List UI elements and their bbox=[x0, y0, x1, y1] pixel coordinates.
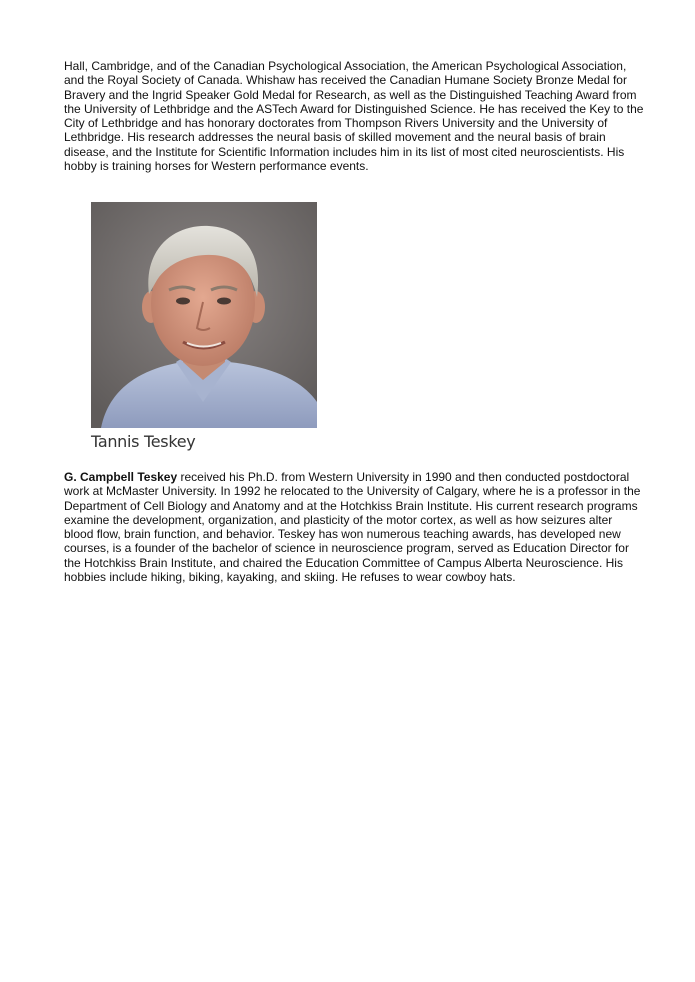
portrait-photo bbox=[91, 202, 317, 428]
bio-paragraph-whishaw: Hall, Cambridge, and of the Canadian Psychological Association, the American Psychological Association, and the Royal Society of Canada. Whishaw has received the Canadian Humane Society Bronze Medal for Bravery and the Ingrid Speaker Gold Medal for Research, as well as the Distinguished Teaching Award from the University of Lethbridge and the ASTech Award for Distinguished Science. He has received the Key to the City of Lethbridge and has honorary doctorates from Thompson Rivers University and the University of Lethbridge. His research addresses the neural basis of skilled movement and the neural basis of brain disease, and the Institute for Scientific Information includes him in its list of most cited neuroscientists. His hobby is training horses for Western performance events. bbox=[64, 59, 644, 174]
bio-text-teskey: received his Ph.D. from Western University in 1990 and then conducted postdoctoral work at McMaster University. In 1992 he relocated to the University of Calgary, where he is a professor in the Department of Cell Biology and Anatomy and at the Hotchkiss Brain Institute. His current research programs examine the development, organization, and plasticity of the motor cortex, as well as how seizures alter blood flow, brain function, and behavior. Teskey has won numerous teaching awards, has developed new courses, is a founder of the bachelor of science in neuroscience program, served as Education Director for the Hotchkiss Brain Institute, and chaired the Education Committee of Campus Alberta Neuroscience. His hobbies include hiking, biking, kayaking, and skiing. He refuses to wear cowboy hats. bbox=[64, 470, 641, 585]
portrait-caption: Tannis Teskey bbox=[91, 432, 196, 451]
bio-name-teskey: G. Campbell Teskey bbox=[64, 470, 178, 484]
portrait-illustration bbox=[91, 202, 317, 428]
bio-paragraph-teskey bbox=[64, 470, 644, 584]
